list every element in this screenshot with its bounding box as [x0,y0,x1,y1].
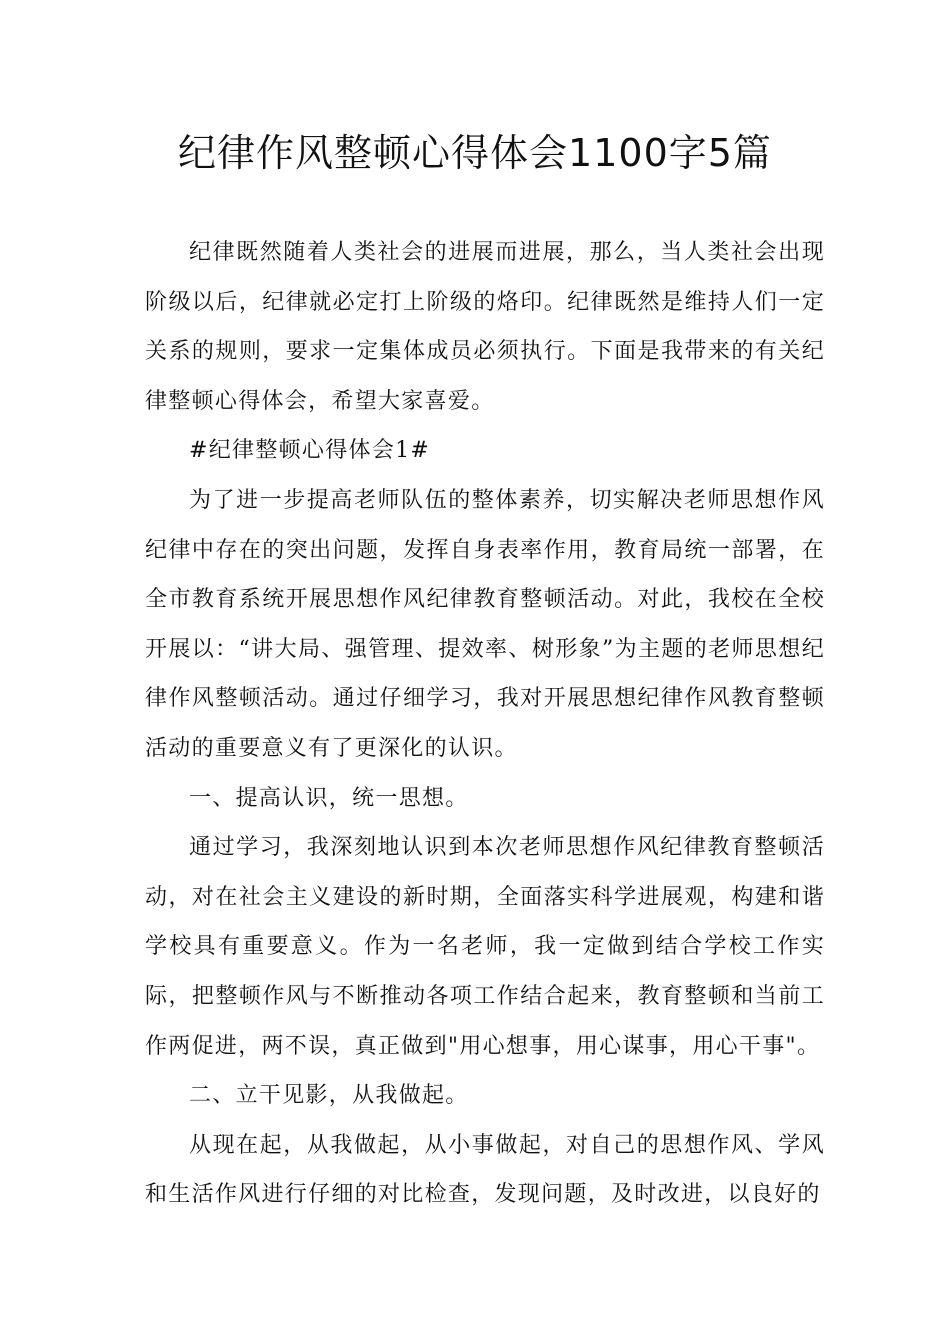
body-paragraph: 通过学习，我深刻地认识到本次老师思想作风纪律教育整顿活动，对在社会主义建设的新时期，全面落实科学进展观，构建和谐学校具有重要意义。作为一名老师，我一定做到结合学校工作实际，把整顿作风与不断推动各项工作结合起来，教育整顿和当前工作两促进，两不误，真正做到"用心想事，用心谋事，用心干事"。 [145,835,825,1059]
body-paragraph: 为了进一步提高老师队伍的整体素养，切实解决老师思想作风纪律中存在的突出问题，发挥自身表率作用，教育局统一部署，在全市教育系统开展思想作风纪律教育整顿活动。对此，我校在全校开展以：“讲大局、强管理、提效率、树形象”为主题的老师思想纪律作风整顿活动。通过仔细学习，我对开展思想纪律作风教育整顿活动的重要意义有了更深化的认识。 [145,487,825,761]
document-body [145,228,825,1220]
subheading: 一、提高认识，统一思想。 [189,785,469,811]
section-heading: #纪律整顿心得体会1# [189,438,431,464]
document-title: 纪律作风整顿心得体会1100字5篇 [178,131,772,175]
subheading: 二、立干见影，从我做起。 [189,1083,469,1109]
body-paragraph: 从现在起，从我做起，从小事做起，对自己的思想作风、学风和生活作风进行仔细的对比检查，发现问题，及时改进，以良好的 [145,1132,825,1208]
intro-paragraph: 纪律既然随着人类社会的进展而进展，那么，当人类社会出现阶级以后，纪律就必定打上阶级的烙印。纪律既然是维持人们一定关系的规则，要求一定集体成员必须执行。下面是我带来的有关纪律整顿心得体会，希望大家喜爱。 [145,240,825,414]
